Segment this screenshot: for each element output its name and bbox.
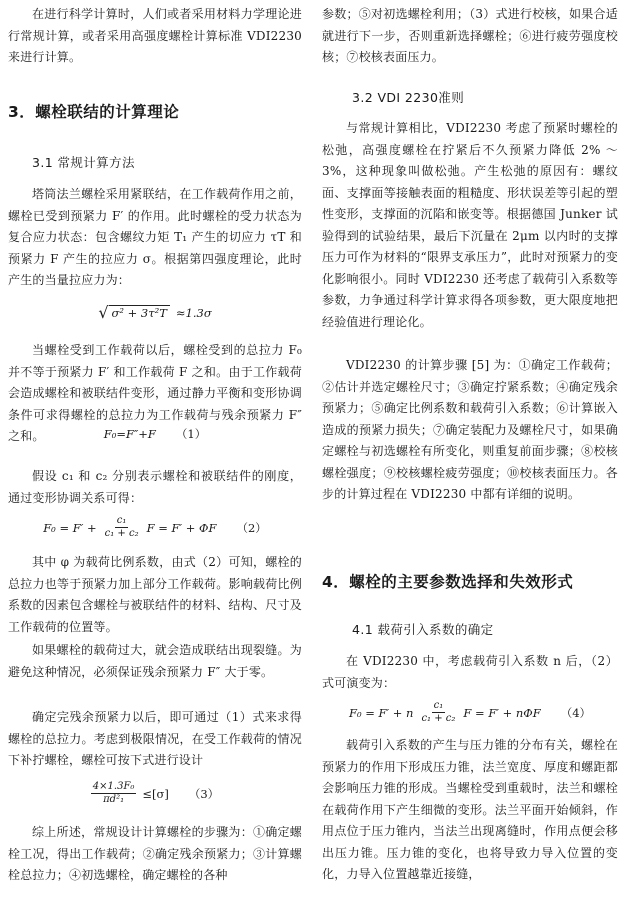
equation-1-body: F₀=F″+F (103, 427, 156, 441)
equation-2 (8, 515, 302, 540)
fraction-denominator: c₁ + c₂ (104, 528, 139, 539)
paragraph-3-1-d: 其中 φ 为载荷比例系数，由式（2）可知，螺栓的总拉力也等于预紧力加上部分工作载荷。影响载荷比例系数的因素包含螺栓与被联结件的材料、结构、尺寸及工作载荷的位置等。 (8, 555, 302, 634)
fraction-numerator: c₁ (116, 515, 127, 526)
subsection-3-1-heading: 3.1 常规计算方法 (32, 155, 135, 170)
section-4-heading: 4．螺栓的主要参数选择和失效形式 (322, 573, 574, 591)
fraction-denominator: πd²₁ (103, 794, 125, 805)
paragraph-3-1-f: 确定完残余预紧力以后，即可通过（1）式来求得螺栓的总拉力。考虑到极限情况，在受工作载荷的情况下补拧螺栓，螺栓可按下式进行设计 (8, 710, 302, 767)
fraction-numerator: 4×1.3F₀ (92, 781, 135, 792)
paragraph-4-1-a: 在 VDI2230 中，考虑载荷引入系数 n 后，（2）式可演变为： (322, 654, 618, 690)
equation-2-rhs: F = F′ + ΦF (146, 520, 217, 535)
equation-4-rhs: F = F′ + nΦF (463, 705, 541, 720)
equation-rhs: ≈1.3σ (175, 305, 212, 320)
subsection-3-2-heading: 3.2 VDI 2230准则 (352, 90, 465, 105)
sqrt-expression (98, 303, 170, 322)
paragraph-3-1-c: 假设 c₁ 和 c₂ 分别表示螺栓和被联结件的刚度，通过变形协调关系可得： (8, 469, 302, 505)
equation-3-number: （3） (188, 786, 220, 801)
paragraph-3-2-a: 与常规计算相比，VDI2230 考虑了预紧时螺栓的松弛，高强度螺栓在拧紧后不久预紧力降低 2% ～ 3%，这种现象叫做松弛。产生松弛的原因有：螺纹面、支撑面等接触表面的粗糙度、形状误差等引起的塑性变形，支撑面的沉陷和嵌变等。根据德国 Junker 试验得到的试验结果，最后下沉量在 2μm 以内时的支撑压力可作为材料的“限界支承压力”，此时对预紧力的变化影响很小。同时 VDI2230 还考虑了载荷引入系数等参数，力争通过科学计算求得各项参数，更大限度地把经验值进行理论化。 (322, 121, 618, 329)
equation-4-fraction (419, 700, 457, 725)
equation-1 (8, 426, 302, 442)
equation-3 (8, 781, 302, 806)
paragraph-intro: 在进行科学计算时，人们或者采用材料力学理论进行常规计算，或者采用高强度螺栓计算标准 VDI2230 来进行计算。 (8, 7, 302, 64)
fraction-denominator: c₁ + c₂ (421, 713, 456, 724)
equation-2-lhs: F₀ = F′ + (43, 520, 97, 535)
paragraph-3-1-a: 塔筒法兰螺栓采用紧联结，在工作载荷作用之前，螺栓已受到预紧力 F′ 的作用。此时螺栓的受力状态为复合应力状态：包含螺纹力矩 T₁ 产生的切应力 τT 和预紧力 F 产生的拉应力 σ。根据第四强度理论，此时产生的当量拉应力为： (8, 187, 302, 287)
subsection-4-1-heading: 4.1 载荷引入系数的确定 (352, 622, 494, 637)
paragraph-continued: 参数；⑤对初选螺栓利用；（3）式进行校核，如果合适就进行下一步，否则重新选择螺栓；⑥进行疲劳强度校核；⑦校核表面压力。 (322, 7, 618, 64)
paragraph-3-1-b: 当螺栓受到工作载荷以后，螺栓受到的总拉力 F₀ 并不等于预紧力 F′ 和工作载荷 F 之和。由于工作载荷会造成螺栓和被联结件变形，通过静力平衡和变形协调条件可求得螺栓的总拉力为工作载荷与残余预紧力 F″ 之和。 (8, 343, 302, 443)
equation-2-number: （2） (236, 520, 267, 535)
equation-1-number: （1） (175, 427, 207, 441)
equation-2-fraction (103, 515, 141, 540)
paragraph-4-1-b: 载荷引入系数的产生与压力锥的分布有关，螺栓在预紧力的作用下形成压力锥，法兰宽度、厚度和螺距都会影响压力锥的形成。当螺栓受到重载时，法兰和螺栓在载荷作用下产生细微的变形。法兰平面开始倾斜，作用点位于压力锥内，当法兰出现离缝时，作用点便会移出压力锥。压力锥的变化，也将导致力导入位置的变化，力导入位置越靠近接缝， (322, 738, 618, 881)
radical-sign: √ (98, 303, 109, 322)
equation-4-lhs: F₀ = F′ + n (348, 705, 414, 720)
equation-3-rhs: ≤[σ] (142, 786, 169, 801)
paragraph-3-1-e: 如果螺栓的载荷过大，就会造成联结出现裂缝。为避免这种情况，必须保证残余预紧力 F″ 大于零。 (8, 643, 302, 679)
paragraph-3-1-g: 综上所述，常规设计计算螺栓的步骤为：①确定螺栓工况，得出工作载荷；②确定残余预紧力；③计算螺栓总拉力；④初选螺栓，确定螺栓的各种 (8, 825, 302, 882)
equation-3-fraction (91, 781, 137, 806)
paragraph-3-2-b: VDI2230 的计算步骤 [5] 为：①确定工作载荷；②估计并选定螺栓尺寸；③确定拧紧系数；④确定残余预紧力；⑤确定比例系数和载荷引入系数；⑥计算嵌入造成的预紧力损失；⑦确定装配力及螺栓尺寸，如果确定螺栓与初选螺栓有所变化，则重复前面步骤；⑧校核螺栓强度；⑨校核螺栓疲劳强度；⑩校核表面压力。各步的计算过程在 VDI2230 中都有详细的说明。 (322, 358, 618, 501)
equation-4 (322, 700, 618, 725)
equation-equivalent-stress (8, 303, 302, 322)
fraction-numerator: c₁ (433, 700, 444, 711)
sqrt-radicand: σ² + 3τ²T (109, 305, 170, 320)
section-3-heading: 3．螺栓联结的计算理论 (8, 103, 180, 121)
equation-4-number: （4） (560, 705, 592, 720)
